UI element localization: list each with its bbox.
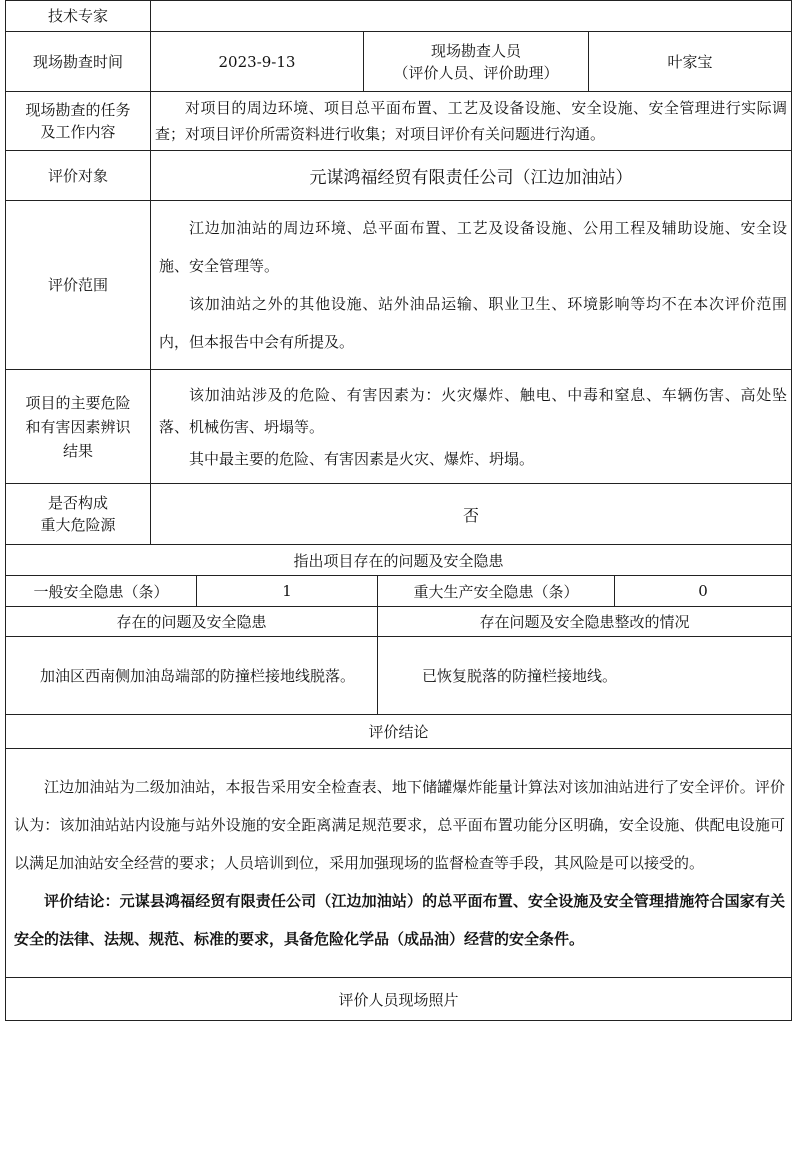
issues-heading: 指出项目存在的问题及安全隐患 <box>6 545 792 576</box>
expert-value <box>151 1 792 32</box>
issues-column-rectification: 存在问题及安全隐患整改的情况 <box>378 607 792 637</box>
object-value: 元谋鸿福经贸有限责任公司（江边加油站） <box>151 151 792 201</box>
row-issues-content <box>6 637 792 715</box>
hazard-content <box>151 370 792 484</box>
hazard-paragraph: 其中最主要的危险、有害因素是火灾、爆炸、坍塌。 <box>189 449 535 468</box>
survey-time-label: 现场勘查时间 <box>6 32 151 92</box>
form-table <box>5 0 792 1021</box>
row-major-hazard <box>6 484 792 545</box>
rectification-text: 已恢复脱落的防撞栏接地线。 <box>378 637 792 715</box>
task-label <box>6 92 151 151</box>
row-scope <box>6 201 792 370</box>
scope-content <box>151 201 792 370</box>
task-content: 对项目的周边环境、项目总平面布置、工艺及设备设施、安全设施、安全管理进行实际调查；对项目评价所需资料进行收集；对项目评价有关问题进行沟通。 <box>151 92 792 151</box>
row-issues-heading <box>6 545 792 576</box>
major-hazard-label <box>6 484 151 545</box>
major-hazard-count: 0 <box>615 576 792 607</box>
issues-column-problems: 存在的问题及安全隐患 <box>6 607 378 637</box>
row-conclusion <box>6 749 792 978</box>
expert-label: 技术专家 <box>6 1 151 32</box>
conclusion-content <box>6 749 792 978</box>
row-hazard <box>6 370 792 484</box>
major-hazard-label-line1: 是否构成 <box>47 494 108 512</box>
row-expert <box>6 1 792 32</box>
hazard-label-line2: 和有害因素辨识 <box>25 417 131 436</box>
task-label-line2: 及工作内容 <box>40 123 116 141</box>
row-issues-columns <box>6 607 792 637</box>
major-hazard-label-line2: 重大危险源 <box>40 516 116 534</box>
general-hazard-label: 一般安全隐患（条） <box>6 576 197 607</box>
hazard-paragraph: 该加油站涉及的危险、有害因素为：火灾爆炸、触电、中毒和窒息、车辆伤害、高处坠落、机械伤害、坍塌等。 <box>159 385 788 436</box>
row-survey <box>6 32 792 92</box>
row-conclusion-heading <box>6 715 792 749</box>
scope-label: 评价范围 <box>6 201 151 370</box>
survey-staff-value: 叶家宝 <box>589 32 792 92</box>
object-label: 评价对象 <box>6 151 151 201</box>
major-hazard-value: 否 <box>151 484 792 545</box>
row-task <box>6 92 792 151</box>
survey-staff-label-line1: 现场勘查人员 <box>430 41 521 60</box>
hazard-label <box>6 370 151 484</box>
scope-paragraph: 该加油站之外的其他设施、站外油品运输、职业卫生、环境影响等均不在本次评价范围内，但本报告中会有所提及。 <box>159 295 788 351</box>
photos-heading: 评价人员现场照片 <box>6 978 792 1021</box>
survey-time-value: 2023-9-13 <box>151 32 364 92</box>
survey-staff-label-line2: （评价人员、评价助理） <box>393 63 559 82</box>
conclusion-heading: 评价结论 <box>6 715 792 749</box>
major-hazard-count-label: 重大生产安全隐患（条） <box>378 576 615 607</box>
survey-staff-label <box>364 32 589 92</box>
task-label-line1: 现场勘查的任务 <box>25 101 131 119</box>
issue-text: 加油区西南侧加油岛端部的防撞栏接地线脱落。 <box>6 637 378 715</box>
row-photos <box>6 978 792 1021</box>
general-hazard-count: 1 <box>197 576 378 607</box>
row-object <box>6 151 792 201</box>
hazard-label-line3: 结果 <box>62 441 93 460</box>
row-issue-counts <box>6 576 792 607</box>
conclusion-paragraph: 江边加油站为二级加油站，本报告采用安全检查表、地下储罐爆炸能量计算法对该加油站进行了安全评价。评价认为：该加油站站内设施与站外设施的安全距离满足规范要求，总平面布置功能分区明确，安全设施、供配电设施可以满足加油站安全经营的要求；人员培训到位，采用加强现场的监督检查等手段，其风险是可以接受的。 <box>14 778 786 872</box>
scope-paragraph: 江边加油站的周边环境、总平面布置、工艺及设备设施、公用工程及辅助设施、安全设施、安全管理等。 <box>159 219 788 275</box>
conclusion-statement: 评价结论：元谋县鸿福经贸有限责任公司（江边加油站）的总平面布置、安全设施及安全管理措施符合国家有关安全的法律、法规、规范、标准的要求，具备危险化学品（成品油）经营的安全条件。 <box>14 892 786 948</box>
hazard-label-line1: 项目的主要危险 <box>25 393 131 412</box>
evaluation-form <box>5 0 791 1021</box>
